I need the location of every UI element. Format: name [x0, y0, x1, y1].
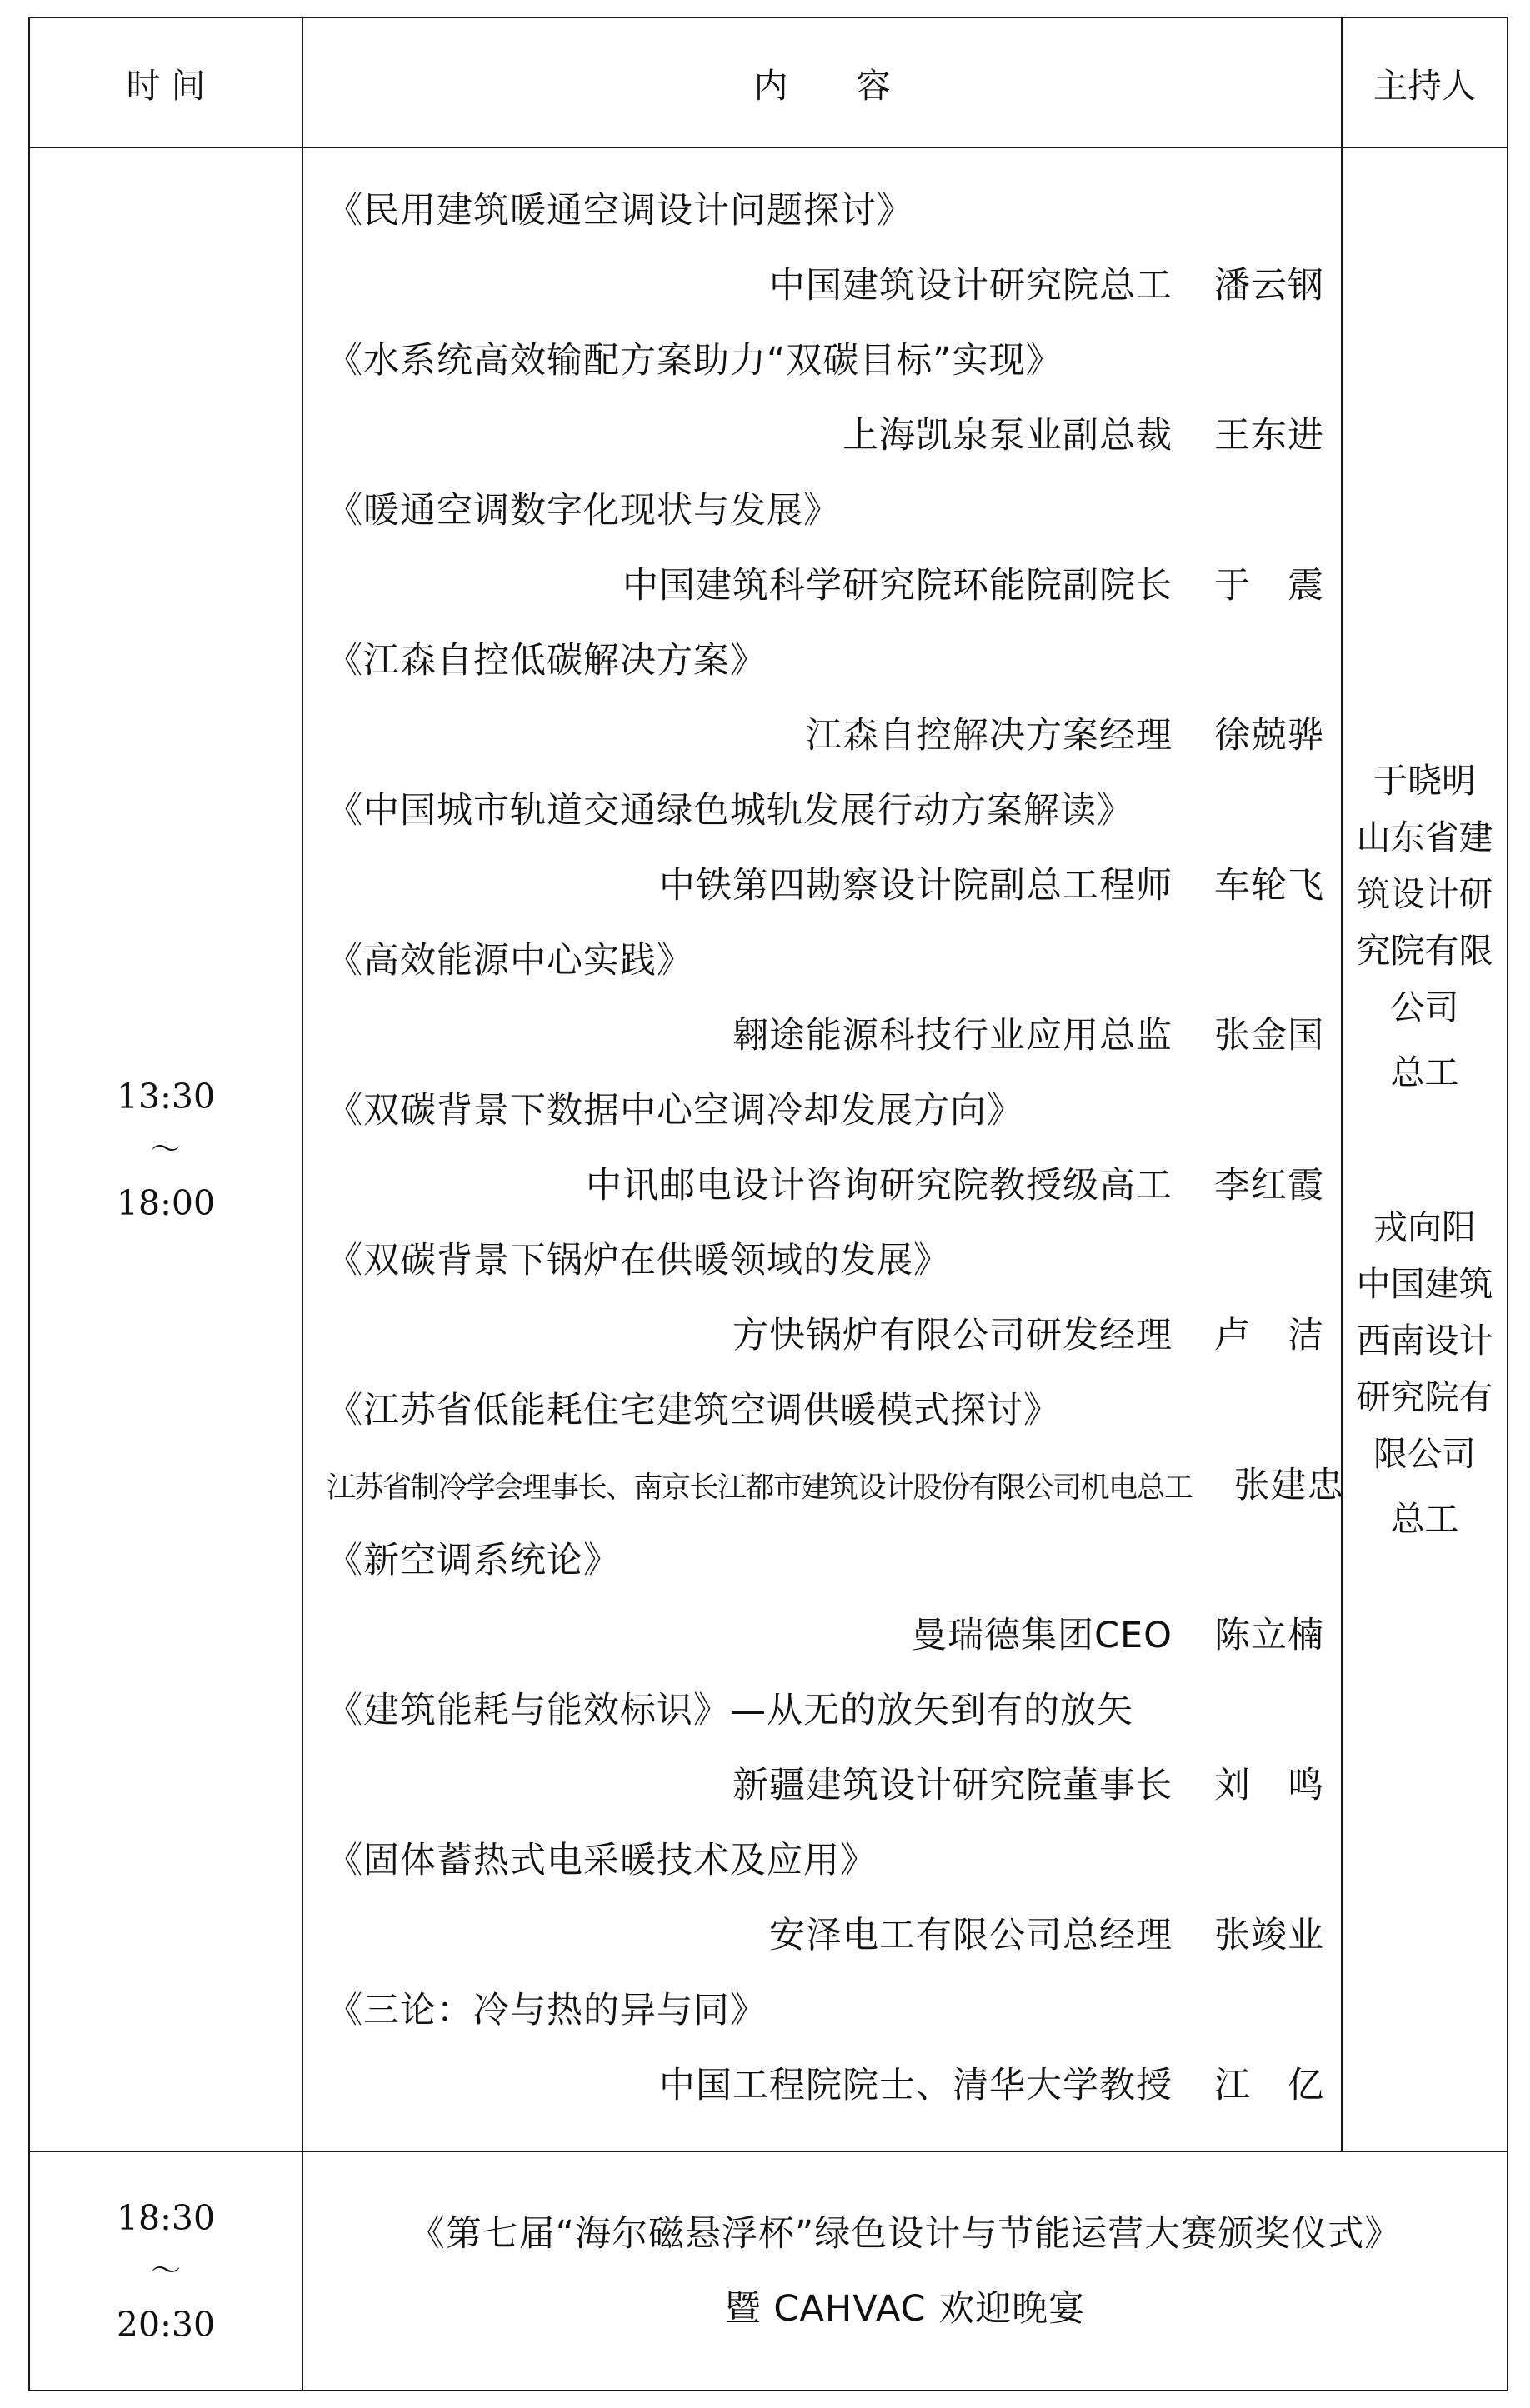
talk-speaker — [327, 2048, 1324, 2123]
speaker-organization: 翱途能源科技行业应用总监 — [732, 1015, 1172, 1057]
time-separator: ～ — [150, 1132, 181, 1167]
agenda-table — [28, 17, 1508, 2391]
speaker-organization: 方快锅炉有限公司研发经理 — [732, 1315, 1172, 1356]
speaker-organization: 中铁第四勘察设计院副总工程师 — [659, 865, 1172, 907]
time-start: 18:30 — [116, 2197, 216, 2238]
header-content: 内 容 — [302, 17, 1342, 147]
talk-speaker — [327, 1148, 1324, 1223]
talk-title: 《民用建筑暖通空调设计问题探讨》 — [327, 190, 913, 232]
host-name: 戎向阳 — [1373, 1206, 1476, 1247]
talk-speaker — [327, 848, 1324, 923]
talk-title: 《建筑能耗与能效标识》—从无的放矢到有的放矢 — [327, 1690, 1133, 1731]
header-time: 时 间 — [29, 17, 302, 147]
speaker-name: 张竣业 — [1214, 1915, 1324, 1956]
afternoon-content-cell — [302, 147, 1342, 2151]
speaker-name: 刘 鸣 — [1214, 1765, 1324, 1806]
time-separator: ～ — [150, 2253, 181, 2288]
host-2 — [1342, 1199, 1507, 1547]
speaker-name: 王东进 — [1214, 415, 1324, 457]
speaker-organization: 江森自控解决方案经理 — [806, 715, 1172, 757]
speaker-name: 张金国 — [1214, 1015, 1324, 1057]
award-ceremony-title: 《第七届“海尔磁悬浮杯”绿色设计与节能运营大赛颁奖仪式》 — [408, 2212, 1402, 2255]
talk-speaker — [327, 548, 1324, 623]
talk-speaker — [327, 1898, 1324, 1973]
talk-title: 《江苏省低能耗住宅建筑空调供暖模式探讨》 — [327, 1390, 1060, 1431]
talk-speaker — [327, 998, 1324, 1073]
talk-speaker — [327, 248, 1324, 323]
speaker-organization: 曼瑞德集团CEO — [910, 1615, 1172, 1656]
talk-title: 《高效能源中心实践》 — [327, 940, 693, 982]
speaker-organization: 中国工程院院士、清华大学教授 — [659, 2065, 1172, 2106]
talk-title: 《水系统高效输配方案助力“双碳目标”实现》 — [327, 340, 1062, 382]
time-end: 20:30 — [116, 2304, 216, 2345]
speaker-name: 潘云钢 — [1214, 265, 1324, 307]
afternoon-time-cell — [29, 147, 302, 2151]
talk-title: 《双碳背景下数据中心空调冷却发展方向》 — [327, 1090, 1023, 1132]
evening-session-row — [29, 2151, 1508, 2391]
talk-speaker — [327, 398, 1324, 473]
speaker-name: 江 亿 — [1214, 2065, 1324, 2106]
host-title: 总工 — [1390, 1498, 1459, 1539]
talk-speaker — [327, 1598, 1324, 1673]
speaker-name: 徐兢骅 — [1214, 715, 1324, 757]
host-organization: 山东省建筑设计研究院有限公司 — [1356, 817, 1493, 1027]
host-name: 于晓明 — [1373, 760, 1476, 801]
talk-speaker — [327, 1298, 1324, 1373]
speaker-name: 车轮飞 — [1214, 865, 1324, 907]
speaker-name: 李红霞 — [1214, 1165, 1324, 1206]
speaker-name: 于 震 — [1214, 565, 1324, 607]
talk-title: 《江森自控低碳解决方案》 — [327, 640, 767, 682]
evening-content-cell — [302, 2151, 1508, 2391]
welcome-dinner-text: 暨 CAHVAC 欢迎晚宴 — [724, 2287, 1086, 2330]
time-end: 18:00 — [116, 1182, 216, 1223]
talk-list — [303, 148, 1344, 2123]
speaker-organization: 中讯邮电设计咨询研究院教授级高工 — [586, 1165, 1172, 1206]
host-title: 总工 — [1390, 1052, 1459, 1092]
talk-speaker — [327, 698, 1324, 773]
speaker-name: 卢 洁 — [1214, 1315, 1324, 1356]
talk-title: 《中国城市轨道交通绿色城轨发展行动方案解读》 — [327, 790, 1133, 832]
speaker-organization: 中国建筑科学研究院环能院副院长 — [622, 565, 1172, 607]
speaker-organization: 上海凯泉泵业副总裁 — [842, 415, 1172, 457]
speaker-organization: 新疆建筑设计研究院董事长 — [732, 1765, 1172, 1806]
host-1 — [1342, 752, 1507, 1101]
afternoon-session-row — [29, 147, 1508, 2151]
evening-time-cell — [29, 2151, 302, 2391]
speaker-name: 陈立楠 — [1214, 1615, 1324, 1656]
talk-title: 《新空调系统论》 — [327, 1540, 620, 1581]
header-row — [29, 17, 1508, 147]
host-cell — [1342, 147, 1508, 2151]
talk-title: 《固体蓄热式电采暖技术及应用》 — [327, 1840, 877, 1881]
header-host: 主持人 — [1342, 17, 1508, 147]
time-start: 13:30 — [116, 1076, 216, 1117]
speaker-name: 张建忠 — [1233, 1465, 1344, 1506]
host-organization: 中国建筑西南设计研究院有限公司 — [1356, 1263, 1493, 1474]
speaker-organization: 江苏省制冷学会理事长、南京长江都市建筑设计股份有限公司机电总工 — [327, 1471, 1192, 1505]
speaker-organization: 中国建筑设计研究院总工 — [769, 265, 1172, 307]
speaker-organization: 安泽电工有限公司总经理 — [769, 1915, 1172, 1956]
talk-speaker — [327, 1748, 1324, 1823]
talk-title: 《双碳背景下锅炉在供暖领域的发展》 — [327, 1240, 950, 1281]
talk-title: 《三论：冷与热的异与同》 — [327, 1990, 767, 2031]
talk-speaker — [327, 1448, 1344, 1523]
talk-title: 《暖通空调数字化现状与发展》 — [327, 490, 840, 532]
